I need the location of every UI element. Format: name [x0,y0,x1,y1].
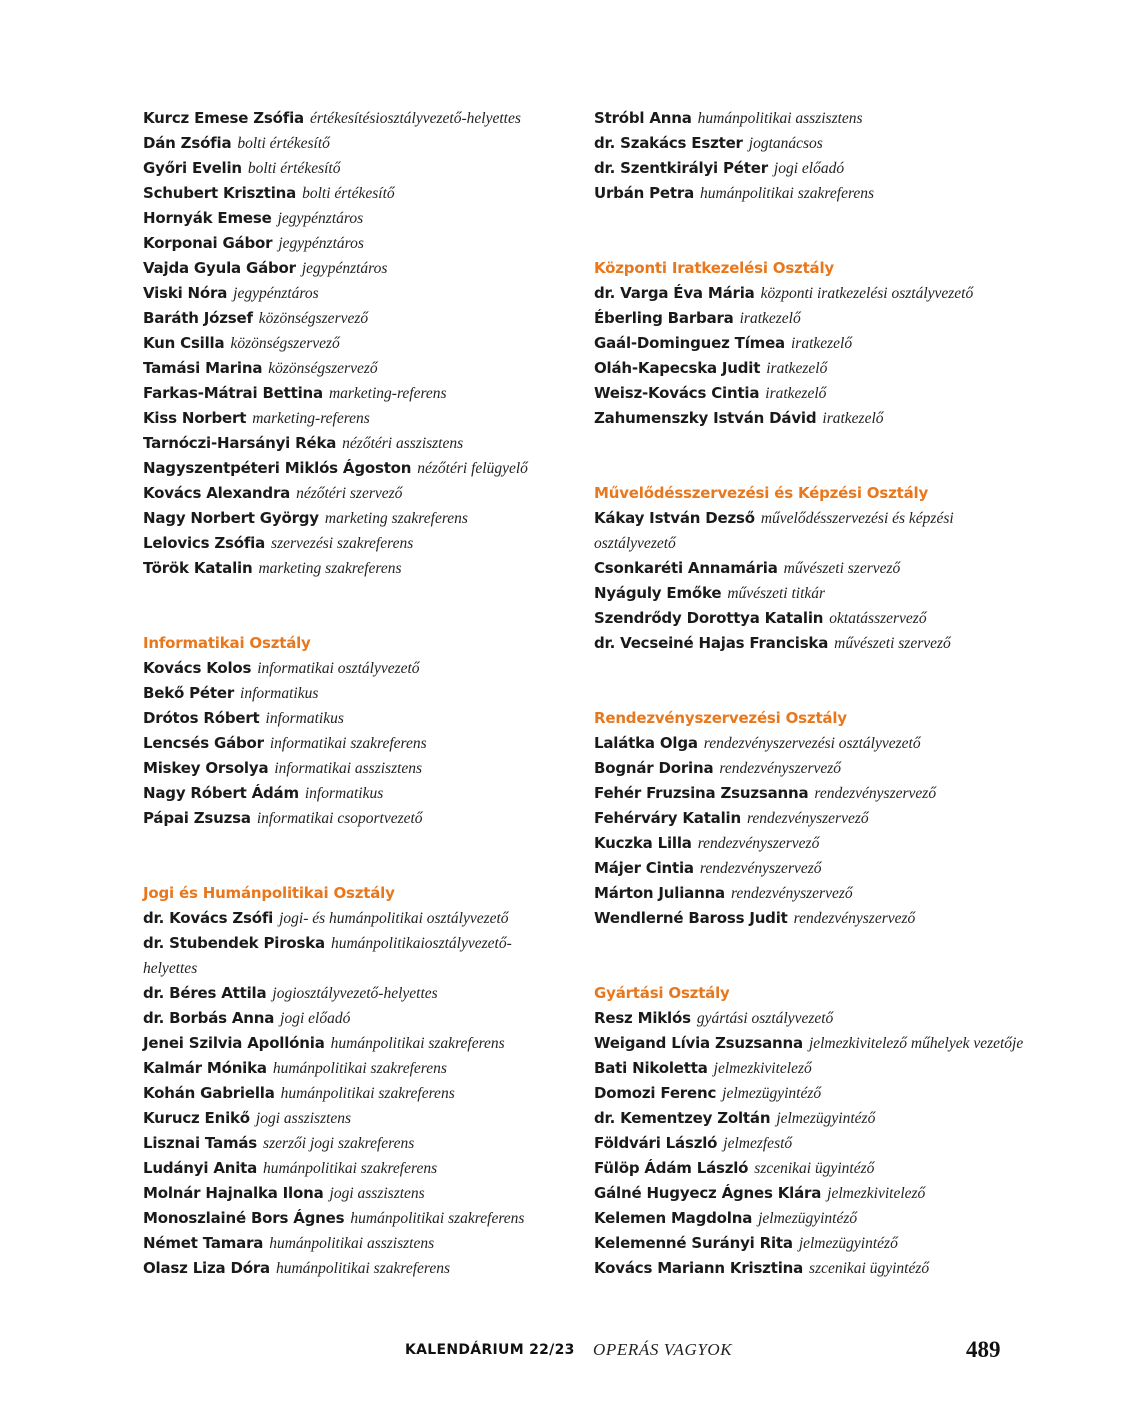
page-number: 489 [966,1337,1001,1362]
person-role: humánpolitikaiosztályvezető-helyettes [143,935,512,977]
person-role: informatikus [240,685,319,702]
section-heading: Jogi és Humánpolitikai Osztály [143,884,395,902]
section-heading: Központi Iratkezelési Osztály [594,259,835,277]
staff-entry [143,381,563,406]
person-role: nézőtéri felügyelő [417,460,528,477]
section-gyartasi [594,981,1034,1281]
person-role: informatikus [265,710,344,727]
person-role: humánpolitikai szakreferens [280,1085,455,1102]
person-name: Miskey Orsolya [143,759,269,777]
person-role: humánpolitikai szakreferens [350,1210,525,1227]
staff-entry [594,581,1034,606]
person-name: Lelovics Zsófia [143,534,266,552]
member-list [594,281,1034,431]
staff-entry [143,1081,563,1106]
person-role: jegypénztáros [233,285,319,302]
member-list [594,1006,1034,1281]
person-name: Májer Cintia [594,859,694,877]
person-name: Vajda Gyula Gábor [143,259,296,277]
person-name: Tarnóczi-Harsányi Réka [143,434,337,452]
person-role: bolti értékesítő [247,160,341,177]
person-name: Kovács Mariann Krisztina [594,1259,804,1277]
staff-entry [143,231,563,256]
staff-entry [594,181,1034,206]
staff-list [594,106,1034,206]
person-name: Gaál-Dominguez Tímea [594,334,785,352]
person-name: Kurucz Enikő [143,1109,250,1127]
section-iratkezelesi [594,256,1034,431]
person-name: Nagy Norbert György [143,509,319,527]
member-list [594,506,1034,656]
staff-entry [143,1206,563,1231]
footer-publication: KALENDÁRIUM 22/23 [405,1342,575,1358]
person-role: humánpolitikai szakreferens [330,1035,505,1052]
section-rendezveny [594,706,1034,931]
person-name: Gálné Hugyecz Ágnes Klára [594,1184,822,1202]
person-name: Weigand Lívia Zsuzsanna [594,1034,803,1052]
person-name: dr. Szakács Eszter [594,134,743,152]
staff-entry [143,256,563,281]
staff-entry [594,356,1034,381]
person-role: jelmezügyintéző [722,1085,822,1102]
person-name: Urbán Petra [594,184,694,202]
person-name: Lisznai Tamás [143,1134,258,1152]
section-heading: Rendezvényszervezési Osztály [594,709,847,727]
staff-entry [143,1056,563,1081]
section-heading: Gyártási Osztály [594,984,730,1002]
staff-entry [594,1181,1034,1206]
person-name: Resz Miklós [594,1009,691,1027]
person-role: rendezvényszervező [793,910,916,927]
person-role: szcenikai ügyintéző [754,1160,875,1177]
staff-entry [143,356,563,381]
person-role: bolti értékesítő [237,135,330,152]
person-role: jogtanácsos [748,135,823,152]
staff-list [143,106,563,581]
staff-entry [143,181,563,206]
person-name: Éberling Barbara [594,309,734,327]
person-role: közönségszervező [268,360,378,377]
staff-entry [143,731,563,756]
section-heading: Informatikai Osztály [143,634,311,652]
staff-entry [143,481,563,506]
person-name: Kelemen Magdolna [594,1209,753,1227]
person-name: Olasz Liza Dóra [143,1259,270,1277]
member-list [143,656,563,831]
person-role: rendezvényszervező [730,885,853,902]
person-name: Kákay István Dezső [594,509,755,527]
person-role: informatikai csoportvezető [256,810,423,827]
staff-entry [143,1231,563,1256]
person-role: humánpolitikai szakreferens [263,1160,438,1177]
person-name: Dán Zsófia [143,134,232,152]
staff-entry [143,556,563,581]
section-muvelodes [594,481,1034,656]
person-name: Kohán Gabriella [143,1084,275,1102]
person-name: Pápai Zsuzsa [143,809,251,827]
person-name: Viski Nóra [143,284,228,302]
staff-entry [594,1031,1034,1056]
person-role: rendezvényszervező [719,760,842,777]
staff-entry [143,1181,563,1206]
person-name: dr. Szentkirályi Péter [594,159,768,177]
staff-entry [143,756,563,781]
staff-entry [594,1131,1034,1156]
person-role: rendezvényszervező [814,785,937,802]
section-informatikai [143,631,563,831]
staff-entry [143,681,563,706]
footer-section: OPERÁS VAGYOK [593,1340,733,1359]
person-role: iratkezelő [739,310,801,327]
person-name: Nagyszentpéteri Miklós Ágoston [143,459,412,477]
staff-entry [143,1106,563,1131]
person-name: Baráth József [143,309,253,327]
person-name: Kovács Alexandra [143,484,291,502]
person-role: nézőtéri asszisztens [342,435,464,452]
person-name: Oláh-Kapecska Judit [594,359,761,377]
person-name: Szendrődy Dorottya Katalin [594,609,824,627]
staff-entry [594,106,1034,131]
staff-entry [143,131,563,156]
person-role: humánpolitikai asszisztens [697,110,863,127]
person-name: Kelemenné Surányi Rita [594,1234,793,1252]
staff-entry [594,281,1034,306]
person-name: Domozi Ferenc [594,1084,717,1102]
staff-entry [594,1106,1034,1131]
staff-entry [143,506,563,531]
person-role: nézőtéri szervező [296,485,403,502]
person-name: Jenei Szilvia Apollónia [143,1034,325,1052]
staff-entry [594,831,1034,856]
person-name: Zahumenszky István Dávid [594,409,817,427]
person-role: szerzői jogi szakreferens [263,1135,415,1152]
section-heading: Művelődésszervezési és Képzési Osztály [594,484,929,502]
person-name: Kuczka Lilla [594,834,692,852]
person-name: Kiss Norbert [143,409,247,427]
person-role: informatikus [304,785,384,802]
person-role: szervezési szakreferens [271,535,414,552]
person-name: Schubert Krisztina [143,184,297,202]
staff-entry [143,1156,563,1181]
person-role: gyártási osztályvezető [696,1010,834,1027]
person-name: Német Tamara [143,1234,264,1252]
person-name: Monoszlainé Bors Ágnes [143,1209,345,1227]
person-name: Földvári László [594,1134,718,1152]
person-role: oktatásszervező [829,610,927,627]
person-name: dr. Béres Attila [143,984,267,1002]
staff-entry [143,431,563,456]
staff-entry [594,906,1034,931]
person-name: Farkas-Mátrai Bettina [143,384,323,402]
person-role: közönségszervező [258,310,369,327]
person-role: informatikai osztályvezető [257,660,420,677]
person-name: Lalátka Olga [594,734,698,752]
person-role: rendezvényszervezési osztályvezető [703,735,921,752]
staff-entry [594,381,1034,406]
right-column [594,106,1034,1281]
staff-entry [143,706,563,731]
person-role: értékesítésiosztályvezető-helyettes [309,110,521,127]
staff-entry [143,456,563,481]
person-name: Nagy Róbert Ádám [143,784,299,802]
person-role: jogiosztályvezető-helyettes [272,985,438,1002]
person-name: Csonkaréti Annamária [594,559,778,577]
person-role: jelmezfestő [723,1135,793,1152]
staff-entry [143,806,563,831]
person-role: jogi előadó [773,160,845,177]
staff-entry [143,656,563,681]
staff-entry [143,206,563,231]
person-role: jegypénztáros [301,260,388,277]
person-role: szcenikai ügyintéző [809,1260,930,1277]
left-column [143,106,563,1281]
person-role: humánpolitikai szakreferens [275,1260,451,1277]
person-name: Tamási Marina [143,359,263,377]
person-name: Drótos Róbert [143,709,260,727]
staff-entry [594,731,1034,756]
person-name: Bekő Péter [143,684,235,702]
staff-entry [143,1256,563,1281]
person-role: központi iratkezelési osztályvezető [760,285,974,302]
staff-entry [594,1081,1034,1106]
staff-entry [594,1006,1034,1031]
staff-entry [594,1056,1034,1081]
person-role: művészeti szervező [834,635,951,652]
person-name: dr. Stubendek Piroska [143,934,325,952]
person-role: jogi előadó [280,1010,351,1027]
person-role: művelődésszervezési és képzési osztályvezető [594,510,954,552]
staff-entry [143,906,563,931]
person-role: rendezvényszervező [699,860,822,877]
person-name: Lencsés Gábor [143,734,264,752]
person-name: Weisz-Kovács Cintia [594,384,760,402]
staff-entry [594,1206,1034,1231]
person-name: Győri Evelin [143,159,242,177]
staff-entry [143,331,563,356]
staff-entry [594,781,1034,806]
person-role: bolti értékesítő [302,185,395,202]
person-role: jelmezügyintéző [776,1110,876,1127]
person-name: Fehérváry Katalin [594,809,741,827]
staff-entry [143,931,563,981]
person-role: marketing-referens [252,410,370,427]
staff-entry [143,281,563,306]
person-role: jelmezügyintéző [758,1210,858,1227]
staff-entry [594,1156,1034,1181]
person-name: Kurcz Emese Zsófia [143,109,304,127]
staff-entry [143,981,563,1006]
person-role: jogi- és humánpolitikai osztályvezető [279,910,509,927]
staff-entry [594,1256,1034,1281]
person-name: Kalmár Mónika [143,1059,267,1077]
person-role: jelmezkivitelező [827,1185,926,1202]
member-list [143,906,563,1281]
person-role: jogi asszisztens [329,1185,425,1202]
person-name: dr. Varga Éva Mária [594,284,755,302]
person-role: jegypénztáros [277,210,364,227]
person-role: rendezvényszervező [746,810,869,827]
staff-entry [594,631,1034,656]
person-name: Hornyák Emese [143,209,272,227]
person-name: Márton Julianna [594,884,725,902]
section-jogi [143,881,563,1281]
staff-entry [594,756,1034,781]
staff-entry [594,881,1034,906]
staff-entry [143,781,563,806]
staff-entry [143,531,563,556]
person-role: iratkezelő [790,335,853,352]
staff-entry [594,1231,1034,1256]
person-role: jegypénztáros [278,235,364,252]
person-name: Korponai Gábor [143,234,273,252]
staff-entry [594,506,1034,556]
person-role: marketing szakreferens [258,560,402,577]
person-name: dr. Vecseiné Hajas Franciska [594,634,829,652]
staff-entry [143,1131,563,1156]
person-role: rendezvényszervező [697,835,820,852]
person-role: informatikai asszisztens [274,760,423,777]
person-role: közönségszervező [230,335,340,352]
person-role: jelmezkivitelező műhelyek vezetője [808,1035,1024,1052]
person-role: marketing szakreferens [324,510,468,527]
person-name: Bognár Dorina [594,759,714,777]
person-role: jogi asszisztens [255,1110,352,1127]
person-name: dr. Borbás Anna [143,1009,275,1027]
person-name: Kovács Kolos [143,659,252,677]
person-name: dr. Kovács Zsófi [143,909,274,927]
person-role: humánpolitikai szakreferens [272,1060,447,1077]
person-name: Molnár Hajnalka Ilona [143,1184,324,1202]
person-name: Ludányi Anita [143,1159,258,1177]
staff-entry [594,331,1034,356]
person-name: Török Katalin [143,559,253,577]
person-role: művészeti titkár [727,585,826,602]
staff-entry [594,131,1034,156]
person-name: dr. Kementzey Zoltán [594,1109,771,1127]
person-role: humánpolitikai asszisztens [269,1235,435,1252]
staff-entry [594,156,1034,181]
person-role: iratkezelő [822,410,884,427]
person-role: jelmezkivitelező [713,1060,812,1077]
staff-entry [143,306,563,331]
person-name: Fülöp Ádám László [594,1159,749,1177]
person-role: művészeti szervező [783,560,901,577]
staff-entry [143,1031,563,1056]
person-role: informatikai szakreferens [269,735,427,752]
staff-entry [594,556,1034,581]
staff-entry [143,106,563,131]
staff-entry [594,806,1034,831]
person-role: iratkezelő [765,385,827,402]
staff-entry [143,1006,563,1031]
staff-entry [594,306,1034,331]
person-name: Fehér Fruzsina Zsuzsanna [594,784,809,802]
person-name: Bati Nikoletta [594,1059,708,1077]
staff-entry [594,856,1034,881]
staff-entry [594,406,1034,431]
staff-entry [143,406,563,431]
staff-entry [143,156,563,181]
member-list [594,731,1034,931]
person-role: marketing-referens [328,385,447,402]
person-role: iratkezelő [766,360,828,377]
person-name: Nyáguly Emőke [594,584,722,602]
person-name: Kun Csilla [143,334,225,352]
person-name: Wendlerné Baross Judit [594,909,788,927]
person-name: Stróbl Anna [594,109,692,127]
staff-entry [594,606,1034,631]
person-role: humánpolitikai szakreferens [700,185,875,202]
person-role: jelmezügyintéző [798,1235,898,1252]
